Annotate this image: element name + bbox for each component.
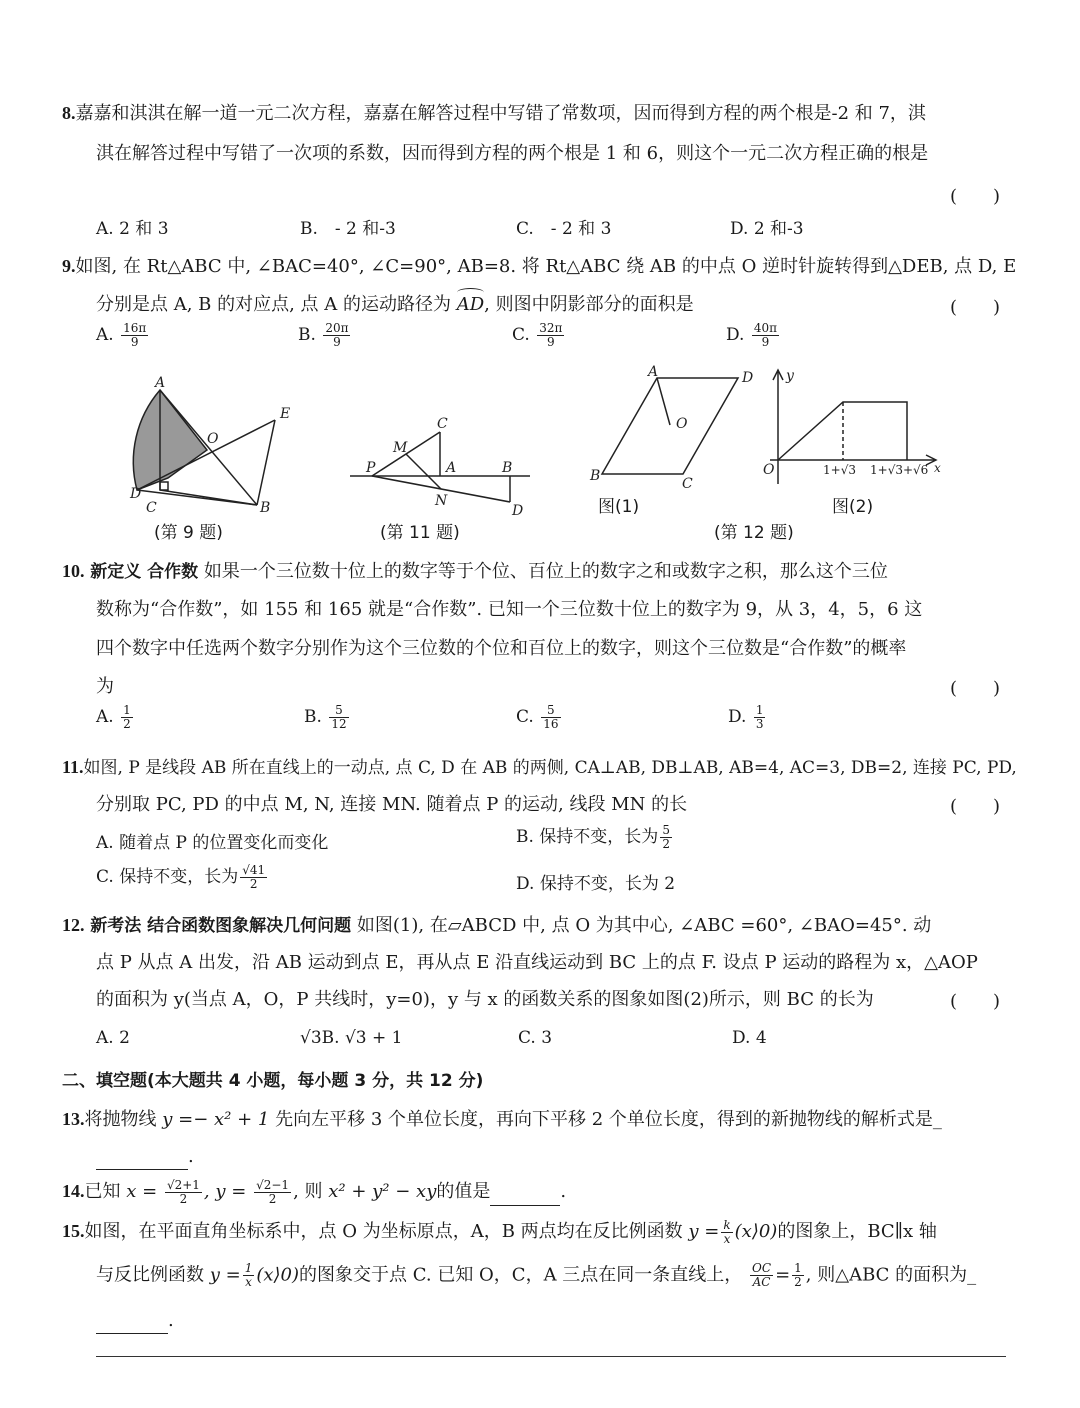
- q9-d-num: 40π: [753, 321, 777, 335]
- q13-post: 先向左平移 3 个单位长度，再向下平移 2 个单位长度，得到的新抛物线的解析式是_: [275, 1109, 942, 1130]
- q9-option-b-label: B.: [298, 325, 316, 345]
- fig12-parallelogram: [602, 378, 738, 474]
- q10-option-d: [728, 704, 767, 731]
- q10-b-num: 5: [329, 704, 348, 718]
- q11-c-num: √41: [242, 863, 266, 877]
- q9-arc-label: AD: [456, 294, 485, 315]
- q11-text1: 如图, P 是线段 AB 所在直线上的一动点, 点 C, D 在 AB 的两侧, CA⊥AB, DB⊥AB, AB=4, AC=3, DB=2, 连接 PC, PD,: [83, 758, 1017, 778]
- q10-d-num: 1: [755, 703, 764, 717]
- figure-12-1: [602, 378, 738, 474]
- q8-option-a: A. 2 和 3: [96, 219, 169, 239]
- q11-option-b: [516, 822, 674, 851]
- fig12b-label-t2: 1+√3+√6: [870, 463, 929, 477]
- q12-line2: 点 P 从点 A 出发，沿 AB 运动到点 E，再从点 E 沿直线运动到 BC 上的点 F. 设点 P 运动的路程为 x，△AOP: [96, 952, 978, 973]
- q14-y-num: √2−1: [256, 1177, 290, 1192]
- q10-a-num: 1: [123, 703, 131, 717]
- q13-expr: y =− x² + 1: [162, 1109, 270, 1130]
- q9-option-a: [96, 322, 150, 349]
- q15-f1-post: (x⟩0): [734, 1221, 778, 1242]
- q10-line1: [62, 558, 888, 585]
- q10-a-den: 2: [123, 717, 131, 731]
- q11-option-c-frac: [240, 864, 267, 891]
- q10-option-c: [516, 704, 563, 731]
- q12-option-c: C. 3: [518, 1028, 553, 1048]
- q12-option-a: A. 2: [96, 1028, 130, 1048]
- q10-line3: 四个数字中任选两个数字分别作为这个三位数的个位和百位上的数字，则这个三位数是“合作数”的概率: [96, 638, 907, 659]
- fig12-caption-2: 图(2): [832, 497, 874, 517]
- fig11-label-m: M: [393, 440, 408, 456]
- fig11-label-a: A: [446, 460, 457, 476]
- q8-text1: 嘉嘉和淇淇在解一道一元二次方程，嘉嘉在解答过程中写错了常数项，因而得到方程的两个根是-2 和 7，淇: [75, 103, 926, 124]
- q10-c-num: 5: [541, 704, 560, 718]
- fig11-label-c: C: [437, 416, 448, 432]
- q15-f1-num: k: [723, 1217, 731, 1232]
- q14-number: 14.: [62, 1181, 85, 1201]
- q15-ratio-eq: =: [775, 1264, 791, 1286]
- q8-option-b: B. - 2 和-3: [300, 219, 396, 239]
- q9-line1: [62, 253, 1016, 280]
- q15-number: 15.: [62, 1221, 85, 1241]
- fig9-shaded-sector: [133, 390, 207, 490]
- q8-option-d: D. 2 和-3: [730, 219, 804, 239]
- q11-line2: 分别取 PC, PD 的中点 M, N, 连接 MN. 随着点 P 的运动, 线段 MN 的长: [96, 794, 688, 815]
- q13-number: 13.: [62, 1109, 85, 1129]
- q13-end: .: [188, 1146, 194, 1167]
- q11-option-b-text: B. 保持不变，长为: [516, 827, 659, 847]
- q9-option-d-label: D.: [726, 325, 745, 345]
- q15-f1-den: x: [723, 1231, 731, 1246]
- q9-text2b: , 则图中阴影部分的面积是: [484, 294, 694, 315]
- q14-x-frac: [165, 1179, 202, 1206]
- q15-text1: 如图，在平面直角坐标系中，点 O 为坐标原点，A，B 两点均在反比例函数: [84, 1221, 683, 1242]
- fig9-eb: [257, 420, 275, 505]
- q9-option-a-frac: [121, 322, 148, 349]
- q15-text1-post: 的图象上，BC∥x 轴: [777, 1221, 937, 1242]
- bottom-divider: [96, 1356, 1006, 1357]
- section-2-heading: [62, 1068, 483, 1094]
- fig12-ao: [657, 378, 670, 425]
- q11-c-den: 2: [249, 877, 258, 891]
- q9-option-c-label: C.: [512, 325, 530, 345]
- q12-option-b: √3B. √3 + 1: [300, 1028, 403, 1048]
- q10-line4: 为: [96, 676, 114, 697]
- q14-line: [62, 1178, 566, 1206]
- q12-tag: 新考法 结合函数图象解决几何问题: [90, 916, 352, 936]
- q8-number: 8.: [62, 103, 76, 123]
- q15-f1-frac: [721, 1219, 732, 1246]
- fig12a-label-c: C: [682, 476, 693, 492]
- q9-answer-paren: ( ): [950, 297, 1001, 318]
- q14-y-den: 2: [268, 1191, 277, 1206]
- q14-x: x =: [126, 1181, 158, 1202]
- fig11-caption: (第 11 题): [380, 523, 460, 543]
- q15-ratio-den: AC: [752, 1275, 771, 1289]
- q9-line2: [96, 292, 694, 318]
- q10-option-b: [304, 704, 351, 731]
- q9-option-c: [512, 322, 566, 349]
- q15-f2-frac: [243, 1262, 255, 1289]
- q11-option-a: A. 随着点 P 的位置变化而变化: [96, 833, 329, 853]
- q10-line2: 数称为“合作数”，如 155 和 165 就是“合作数”. 已知一个三位数十位上的数字为 9，从 3，4，5，6 这: [96, 599, 923, 620]
- fig12-caption-1: 图(1): [598, 497, 640, 517]
- q13-line2: [96, 1144, 194, 1170]
- q9-arc-ad: [457, 292, 484, 318]
- q10-tag: 新定义 合作数: [90, 562, 199, 582]
- q10-option-c-label: C.: [516, 707, 534, 727]
- q10-number: 10.: [62, 561, 85, 581]
- q14-x-num: √2+1: [166, 1177, 200, 1192]
- fig9-label-b: B: [260, 500, 271, 516]
- q9-option-d-frac: [752, 322, 779, 349]
- fig12a-label-b: B: [590, 468, 601, 484]
- fig11-label-d: D: [512, 503, 524, 519]
- q15-line2: [96, 1262, 976, 1289]
- q9-a-num: 16π: [123, 321, 147, 335]
- q9-b-num: 20π: [325, 321, 349, 335]
- q13-pre: 将抛物线: [84, 1109, 157, 1130]
- q14-post: 的值是: [436, 1181, 491, 1202]
- q15-text2-pre: 与反比例函数: [96, 1264, 204, 1286]
- q10-option-d-frac: [754, 704, 766, 731]
- fig9-label-c: C: [146, 500, 157, 516]
- section-2-title: 二、填空题(本大题共 4 小题，每小题 3 分，共 12 分): [62, 1071, 484, 1091]
- q10-option-a: [96, 704, 135, 731]
- q9-option-b-frac: [323, 322, 350, 349]
- q11-option-c-text: C. 保持不变，长为: [96, 867, 239, 887]
- q10-answer-paren: ( ): [950, 678, 1001, 699]
- q15-text2-post: , 则△ABC 的面积为_: [805, 1264, 977, 1286]
- q12-answer-paren: ( ): [950, 991, 1001, 1012]
- q9-c-num: 32π: [539, 321, 563, 335]
- fig9-cb: [160, 490, 257, 505]
- q11-option-c: [96, 862, 269, 891]
- q12-line3: 的面积为 y(当点 A，O，P 共线时，y=0)，y 与 x 的函数关系的图象如图(2)所示，则 BC 的长为: [96, 989, 874, 1010]
- fig9-right-angle: [160, 482, 168, 490]
- q14-answer-blank[interactable]: [490, 1187, 560, 1206]
- q15-f2-num: 1: [244, 1261, 253, 1275]
- q10-option-b-frac: [329, 704, 348, 731]
- fig12a-label-d: D: [742, 370, 754, 386]
- q8-line2: 淇在解答过程中写错了一次项的系数，因而得到方程的两个根是 1 和 6，则这个一元二次方程正确的根是: [96, 143, 929, 164]
- q15-ratio-num: OC: [752, 1261, 772, 1275]
- fig12b-label-x: x: [934, 461, 941, 475]
- fig9-label-d: D: [130, 486, 142, 502]
- q9-c-den: 9: [546, 335, 555, 349]
- q11-number: 11.: [62, 757, 84, 777]
- q15-text2-mid: 的图象交于点 C. 已知 O，C，A 三点在同一条直线上，: [299, 1264, 743, 1286]
- fig9-caption: (第 9 题): [154, 523, 223, 543]
- q15-f1-pre: y =: [688, 1221, 720, 1242]
- q14-mid: , 则: [293, 1181, 323, 1202]
- q13-line1: [62, 1106, 942, 1133]
- q10-option-b-label: B.: [304, 707, 322, 727]
- q8-line1: [62, 100, 926, 127]
- q15-f2-den: x: [245, 1275, 252, 1289]
- q15-end: .: [168, 1310, 174, 1331]
- q11-option-b-frac: [660, 824, 672, 851]
- q10-c-den: 16: [543, 717, 559, 731]
- q11-b-num: 5: [662, 823, 670, 837]
- q15-f2-pre: y =: [209, 1264, 241, 1286]
- q8-option-c: C. - 2 和 3: [516, 219, 612, 239]
- figure-9: [133, 390, 275, 505]
- fig12a-label-a: A: [648, 364, 659, 380]
- q9-number: 9.: [62, 256, 76, 276]
- q11-line1: [62, 754, 1017, 781]
- q14-y: , y =: [203, 1181, 247, 1202]
- q15-half-num: 1: [794, 1261, 802, 1275]
- q8-answer-paren: ( ): [950, 186, 1001, 207]
- q15-answer-blank[interactable]: [96, 1315, 168, 1334]
- q14-pre: 已知: [84, 1181, 121, 1202]
- q15-half-frac: [792, 1262, 804, 1289]
- q11-answer-paren: ( ): [950, 796, 1001, 817]
- q14-expr: x² + y² − xy: [328, 1181, 437, 1202]
- fig12-caption: (第 12 题): [714, 523, 794, 543]
- q11-option-d: D. 保持不变，长为 2: [516, 874, 676, 894]
- fig9-label-o: O: [207, 431, 219, 447]
- q9-a-den: 9: [130, 335, 139, 349]
- q9-d-den: 9: [761, 335, 770, 349]
- q9-text2a: 分别是点 A, B 的对应点, 点 A 的运动路径为: [96, 294, 451, 315]
- q14-y-frac: [254, 1179, 291, 1206]
- q12-number: 12.: [62, 915, 85, 935]
- q15-ratio-frac: [750, 1262, 773, 1289]
- q9-text1: 如图, 在 Rt△ABC 中, ∠BAC=40°, ∠C=90°, AB=8. 将 Rt△ABC 绕 AB 的中点 O 逆时针旋转得到△DEB, 点 D, E: [75, 256, 1017, 277]
- q10-option-a-frac: [121, 704, 133, 731]
- q10-d-den: 3: [755, 717, 764, 731]
- q12-text1: 如图(1), 在▱ABCD 中, 点 O 为其中心, ∠ABC =60°, ∠BAO=45°. 动: [356, 915, 932, 936]
- fig12b-label-t1: 1+√3: [823, 463, 856, 477]
- q14-end: .: [560, 1181, 567, 1202]
- q9-option-a-label: A.: [96, 325, 114, 345]
- fig9-label-e: E: [280, 406, 291, 422]
- q9-option-b: [298, 322, 352, 349]
- q12-option-d: D. 4: [732, 1028, 767, 1048]
- q10-b-den: 12: [331, 717, 347, 731]
- q13-answer-blank[interactable]: [96, 1151, 188, 1170]
- q15-f2-post: (x⟩0): [256, 1264, 300, 1286]
- fig12b-label-y: y: [786, 368, 794, 384]
- q10-text1: 如果一个三位数十位上的数字等于个位、百位上的数字之和或数字之积，那么这个三位: [203, 561, 888, 582]
- q15-line1: [62, 1218, 937, 1246]
- q12-line1: [62, 912, 931, 939]
- fig11-label-n: N: [435, 493, 448, 509]
- fig11-label-p: P: [366, 460, 376, 476]
- q15-line3: [96, 1308, 174, 1334]
- q9-option-d: [726, 322, 781, 349]
- q11-b-den: 2: [662, 837, 670, 851]
- q9-b-den: 9: [333, 335, 341, 349]
- q10-option-d-label: D.: [728, 707, 747, 727]
- fig9-label-a: A: [155, 375, 166, 391]
- q15-half-den: 2: [794, 1275, 802, 1289]
- fig12b-label-o: O: [763, 462, 775, 478]
- q14-x-den: 2: [179, 1191, 188, 1206]
- q9-option-c-frac: [537, 322, 564, 349]
- fig12a-label-o: O: [676, 416, 688, 432]
- fig11-label-b: B: [502, 460, 513, 476]
- q10-option-a-label: A.: [96, 707, 114, 727]
- q10-option-c-frac: [541, 704, 560, 731]
